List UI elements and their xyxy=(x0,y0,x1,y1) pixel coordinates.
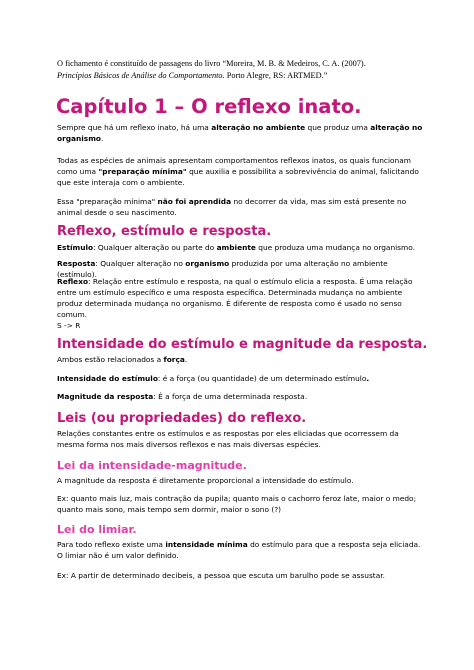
text: do estímulo para que a resposta seja eliciada. O limiar não é um valor definido. xyxy=(57,540,421,560)
bold-text: alteração no ambiente xyxy=(211,123,306,132)
term: Estímulo xyxy=(57,243,94,252)
publisher-text: Porto Alegre, RS: ARTMED.” xyxy=(224,70,328,80)
magnitude-definition xyxy=(57,391,427,402)
law1-example: Ex: quanto mais luz, mais contração da pupila; quanto mais o cachorro feroz late, maior o medo; quanto mais sono, mais tempo sem dormir, maior o sono (?) xyxy=(57,494,417,514)
term: Reflexo xyxy=(57,277,89,286)
bold-text: "preparação mínima" xyxy=(98,167,187,176)
text: : Qualquer alteração no xyxy=(95,259,186,268)
text: Para todo reflexo existe uma xyxy=(57,540,166,549)
law2-paragraph-1 xyxy=(57,539,427,561)
text: no decorrer da vida, mas sim está presente no animal desde o seu nascimento. xyxy=(57,197,407,217)
text: Todas as espécies de animais apresentam comportamentos reflexos inatos, os quais funcionam como uma xyxy=(57,156,411,176)
chapter-paragraph-2 xyxy=(57,155,427,188)
text: que produz uma xyxy=(305,123,371,132)
section-title-leis: Leis (ou propriedades) do reflexo. xyxy=(57,411,307,426)
term: Magnitude da resposta xyxy=(57,392,154,401)
bold-text: . xyxy=(366,374,370,383)
definition-estimulo xyxy=(57,242,427,253)
citation-text: O fichamento é constituído de passagens do livro “Moreira, M. B. & Medeiros, C. A. (2007). xyxy=(57,59,366,68)
bold-text: não foi aprendida xyxy=(157,197,232,206)
chapter-paragraph-1 xyxy=(57,122,427,144)
intensity-paragraph-1 xyxy=(57,354,427,365)
law1-paragraph-1: A magnitude da resposta é diretamente proporcional a intensidade do estímulo. xyxy=(57,476,354,485)
definition-reflexo xyxy=(57,276,427,320)
law-title-intensidade-magnitude: Lei da intensidade-magnitude. xyxy=(57,459,247,472)
text: : Qualquer alteração ou parte do xyxy=(93,243,217,252)
text: que produza uma mudança no organismo. xyxy=(255,243,415,252)
law-title-limiar: Lei do limiar. xyxy=(57,523,137,536)
term: Resposta xyxy=(57,259,96,268)
bold-text: intensidade mínima xyxy=(165,540,248,549)
text: Essa "preparação mínima" xyxy=(57,197,158,206)
text: que auxilia e possibilita a sobrevivência do animal, falicitando que este interaja com o ambiente. xyxy=(57,167,419,187)
law2-example: Ex: A partir de determinado decibeis, a pessoa que escuta um barulho pode se assustar. xyxy=(57,571,385,580)
term: Intensidade do estímulo xyxy=(57,374,158,383)
sr-notation: S -> R xyxy=(57,321,81,330)
section-title-intensidade: Intensidade do estímulo e magnitude da resposta. xyxy=(57,337,428,352)
intro-citation xyxy=(57,58,427,81)
text: Ambos estão relacionados a xyxy=(57,355,164,364)
bold-text: alteração no organismo xyxy=(57,123,423,143)
text: . xyxy=(100,134,104,143)
bold-text: força xyxy=(163,355,185,364)
text: : Relação entre estímulo e resposta, na qual o estímulo elicia a resposta. É uma relação entre um estímulo específico e uma resposta específica. Determinada mudança no ambiente produz determinada mudança no organismo. É diferente de resposta como é usado no senso comum. xyxy=(57,277,413,319)
bold-text: organismo xyxy=(185,259,230,268)
text: : é a força (ou quantidade) de um determinado estímulo xyxy=(157,374,367,383)
chapter-paragraph-3 xyxy=(57,196,427,218)
text: produzida por uma alteração no ambiente (estímulo). xyxy=(57,259,388,279)
section-title-reflexo: Reflexo, estímulo e resposta. xyxy=(57,224,272,239)
intensity-definition xyxy=(57,373,427,384)
text: : É a força de uma determinada resposta. xyxy=(153,392,308,401)
laws-paragraph: Relações constantes entre os estímulos e as respostas por eles eliciadas que ocorressem da mesma forma nos mais diversos reflexos e nas mais diversas espécies. xyxy=(57,429,399,449)
bold-text: ambiente xyxy=(216,243,256,252)
text: . xyxy=(184,355,188,364)
text: Sempre que há um reflexo inato, há uma xyxy=(57,123,212,132)
book-title: Princípios Básicos de Análise do Comportamento. xyxy=(57,70,225,80)
chapter-title: Capítulo 1 – O reflexo inato. xyxy=(56,95,362,118)
